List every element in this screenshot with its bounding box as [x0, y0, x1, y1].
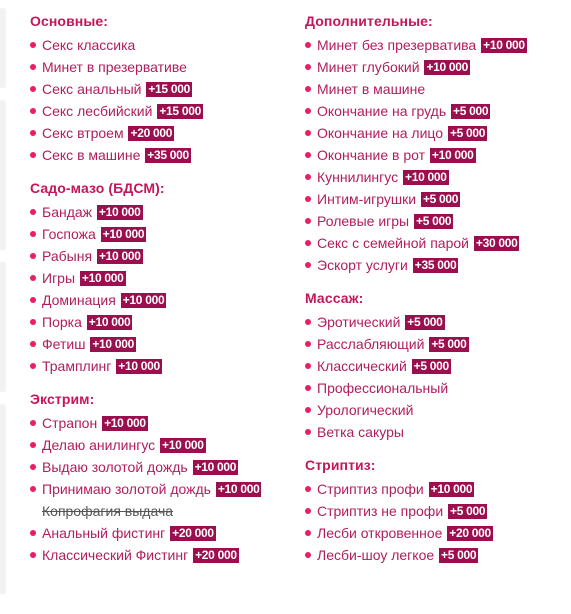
- service-item[interactable]: [30, 522, 300, 544]
- service-label: Окончание на грудь: [317, 103, 447, 119]
- service-item[interactable]: [30, 311, 300, 333]
- price-badge: +10 000: [426, 60, 469, 74]
- service-item[interactable]: [305, 210, 567, 232]
- service-item[interactable]: [30, 544, 300, 566]
- price-badge: +10 000: [102, 227, 145, 241]
- service-label: Куннилингус: [317, 169, 399, 185]
- price-badge: +10 000: [98, 205, 141, 219]
- price-badge: +30 000: [475, 236, 518, 250]
- section-massage: [305, 289, 567, 443]
- service-item[interactable]: [30, 144, 300, 166]
- left-edge-strip: [0, 100, 6, 250]
- service-label: Стриптиз профи: [317, 481, 424, 497]
- service-item[interactable]: [305, 188, 567, 210]
- bullet-icon: [30, 486, 36, 492]
- service-item[interactable]: [305, 166, 567, 188]
- service-item[interactable]: [30, 34, 300, 56]
- bullet-icon: [305, 196, 311, 202]
- price-badge: +10 000: [98, 249, 141, 263]
- service-label: Принимаю золотой дождь: [42, 481, 211, 497]
- price-badge: +10 000: [431, 148, 474, 162]
- price-badge: +5 000: [413, 359, 449, 373]
- bullet-icon: [305, 218, 311, 224]
- service-item[interactable]: [30, 456, 300, 478]
- service-item[interactable]: [305, 544, 567, 566]
- section-basic: [30, 12, 300, 166]
- bullet-icon: [30, 42, 36, 48]
- bullet-icon: [30, 209, 36, 215]
- service-item[interactable]: [30, 355, 300, 377]
- bullet-icon: [305, 363, 311, 369]
- service-item[interactable]: [305, 478, 567, 500]
- price-badge: +10 000: [217, 482, 260, 496]
- price-badge: +10 000: [92, 337, 134, 351]
- service-item[interactable]: [30, 100, 300, 122]
- service-label: Стриптиз не профи: [317, 503, 444, 519]
- bullet-icon: [305, 262, 311, 268]
- service-label: Игры: [42, 270, 76, 286]
- service-item[interactable]: [305, 232, 567, 254]
- service-item[interactable]: [305, 122, 567, 144]
- service-label: Анальный фистинг: [42, 525, 166, 541]
- service-label: Рабыня: [42, 248, 93, 264]
- price-badge: +10 000: [483, 38, 525, 52]
- service-item[interactable]: [305, 333, 567, 355]
- bullet-icon: [30, 442, 36, 448]
- bullet-icon: [30, 275, 36, 281]
- service-label: Госпожа: [42, 226, 96, 242]
- service-item[interactable]: [305, 56, 567, 78]
- bullet-icon: [30, 152, 36, 158]
- bullet-icon: [30, 297, 36, 303]
- price-badge: +5 000: [449, 126, 486, 140]
- section-heading: Экстрим:: [30, 391, 95, 407]
- service-item: [30, 500, 300, 522]
- service-label: Секс с семейной парой: [317, 235, 469, 251]
- section-extreme: [30, 390, 300, 566]
- service-label: Трамплинг: [42, 358, 112, 374]
- bullet-icon: [305, 240, 311, 246]
- service-label: Профессиональный: [317, 380, 449, 396]
- bullet-icon: [305, 319, 311, 325]
- price-badge: +20 000: [195, 548, 237, 562]
- bullet-icon: [305, 174, 311, 180]
- service-item[interactable]: [305, 144, 567, 166]
- service-item[interactable]: [305, 377, 567, 399]
- bullet-icon: [30, 231, 36, 237]
- bullet-icon: [305, 108, 311, 114]
- bullet-icon: [305, 486, 311, 492]
- bullet-icon: [30, 108, 36, 114]
- price-badge: +10 000: [194, 460, 237, 474]
- service-label: Окончание на лицо: [317, 125, 444, 141]
- service-label: Секс в машине: [42, 147, 141, 163]
- bullet-icon: [305, 508, 311, 514]
- bullet-icon: [305, 530, 311, 536]
- left-edge-strip: [0, 404, 6, 594]
- service-item[interactable]: [305, 355, 567, 377]
- bullet-icon: [305, 130, 311, 136]
- service-label: Порка: [42, 314, 82, 330]
- price-badge: +35 000: [414, 258, 457, 272]
- bullet-icon: [30, 420, 36, 426]
- price-badge: +20 000: [449, 526, 491, 540]
- service-label: Секс втроем: [42, 125, 124, 141]
- service-item[interactable]: [305, 78, 567, 100]
- service-label: Окончание в рот: [317, 147, 426, 163]
- service-label: Урологический: [317, 402, 414, 418]
- service-label: Эскорт услуги: [317, 257, 408, 273]
- bullet-icon: [30, 319, 36, 325]
- price-badge: +5 000: [407, 315, 443, 329]
- bullet-icon: [305, 552, 311, 558]
- service-item[interactable]: [305, 500, 567, 522]
- bullet-icon: [30, 530, 36, 536]
- section-heading: Садо-мазо (БДСМ):: [30, 180, 165, 196]
- service-label: Минет глубокий: [317, 59, 420, 75]
- bullet-icon: [305, 429, 311, 435]
- service-item[interactable]: [305, 100, 567, 122]
- service-label: Копрофагия выдача: [42, 503, 174, 519]
- service-label: Секс лесбийский: [42, 103, 153, 119]
- section-heading: Дополнительные:: [305, 13, 433, 29]
- bullet-icon: [30, 64, 36, 70]
- bullet-icon: [305, 64, 311, 70]
- bullet-icon: [305, 341, 311, 347]
- service-item[interactable]: [305, 421, 567, 443]
- service-label: Секс классика: [42, 37, 136, 53]
- bullet-icon: [30, 341, 36, 347]
- service-item[interactable]: [30, 434, 300, 456]
- section-bdsm: [30, 179, 300, 377]
- price-badge: +20 000: [172, 526, 214, 540]
- service-item[interactable]: [30, 478, 300, 500]
- service-item[interactable]: [305, 34, 567, 56]
- left-edge-strip: [0, 262, 6, 392]
- price-badge: +5 000: [422, 192, 459, 206]
- service-item[interactable]: [30, 267, 300, 289]
- service-label: Ветка сакуры: [317, 424, 404, 440]
- price-badge: +10 000: [162, 438, 204, 452]
- price-badge: +5 000: [431, 337, 467, 351]
- service-label: Страпон: [42, 415, 98, 431]
- section-striptease: [305, 456, 567, 566]
- service-item[interactable]: [30, 223, 300, 245]
- service-label: Лесби-шоу легкое: [317, 547, 435, 563]
- service-label: Интим-игрушки: [317, 191, 417, 207]
- service-label: Эротический: [317, 314, 401, 330]
- service-label: Расслабляющий: [317, 336, 425, 352]
- service-item[interactable]: [30, 56, 300, 78]
- service-label: Классический Фистинг: [42, 547, 189, 563]
- price-badge: +35 000: [147, 148, 189, 162]
- price-badge: +10 000: [118, 359, 160, 373]
- services-left-column: [30, 12, 300, 579]
- price-badge: +10 000: [104, 416, 146, 430]
- section-heading: Основные:: [30, 13, 109, 29]
- service-item[interactable]: [305, 399, 567, 421]
- service-label: Классический: [317, 358, 407, 374]
- bullet-icon: [305, 407, 311, 413]
- left-edge-strip: [0, 8, 6, 88]
- service-label: Бандаж: [42, 204, 93, 220]
- bullet-icon: [305, 42, 311, 48]
- service-item[interactable]: [30, 412, 300, 434]
- service-item[interactable]: [30, 245, 300, 267]
- price-badge: +5 000: [416, 214, 452, 228]
- service-item[interactable]: [30, 78, 300, 100]
- service-item[interactable]: [305, 254, 567, 276]
- service-label: Фетиш: [42, 336, 86, 352]
- price-badge: +10 000: [88, 315, 131, 329]
- section-heading: Массаж:: [305, 290, 364, 306]
- service-label: Лесби откровенное: [317, 525, 443, 541]
- bullet-icon: [30, 464, 36, 470]
- bullet-icon: [305, 86, 311, 92]
- bullet-icon: [30, 253, 36, 259]
- bullet-icon: [30, 363, 36, 369]
- service-label: Минет в презервативе: [42, 59, 187, 75]
- price-badge: +15 000: [148, 82, 190, 96]
- price-badge: +5 000: [441, 548, 477, 562]
- price-badge: +10 000: [81, 271, 124, 285]
- services-right-column: [305, 12, 567, 579]
- service-item[interactable]: [30, 201, 300, 223]
- price-badge: +5 000: [450, 504, 486, 518]
- service-label: Делаю анилингус: [42, 437, 156, 453]
- price-badge: +5 000: [453, 104, 489, 118]
- section-heading: Стриптиз:: [305, 457, 376, 473]
- service-label: Выдаю золотой дождь: [42, 459, 188, 475]
- service-item[interactable]: [30, 122, 300, 144]
- price-badge: +10 000: [405, 170, 447, 184]
- service-item[interactable]: [305, 522, 567, 544]
- price-badge: +10 000: [430, 482, 473, 496]
- service-label: Секс анальный: [42, 81, 142, 97]
- service-item[interactable]: [305, 311, 567, 333]
- service-label: Минет без презерватива: [317, 37, 477, 53]
- bullet-icon: [30, 86, 36, 92]
- service-label: Ролевые игры: [317, 213, 410, 229]
- bullet-icon: [305, 385, 311, 391]
- price-badge: +10 000: [122, 293, 165, 307]
- service-label: Минет в машине: [317, 81, 426, 97]
- service-item[interactable]: [30, 289, 300, 311]
- bullet-icon: [305, 152, 311, 158]
- price-badge: +20 000: [130, 126, 173, 140]
- service-label: Доминация: [42, 292, 116, 308]
- bullet-icon: [30, 130, 36, 136]
- bullet-icon: [30, 552, 36, 558]
- price-badge: +15 000: [159, 104, 201, 118]
- section-extra: [305, 12, 567, 276]
- service-item[interactable]: [30, 333, 300, 355]
